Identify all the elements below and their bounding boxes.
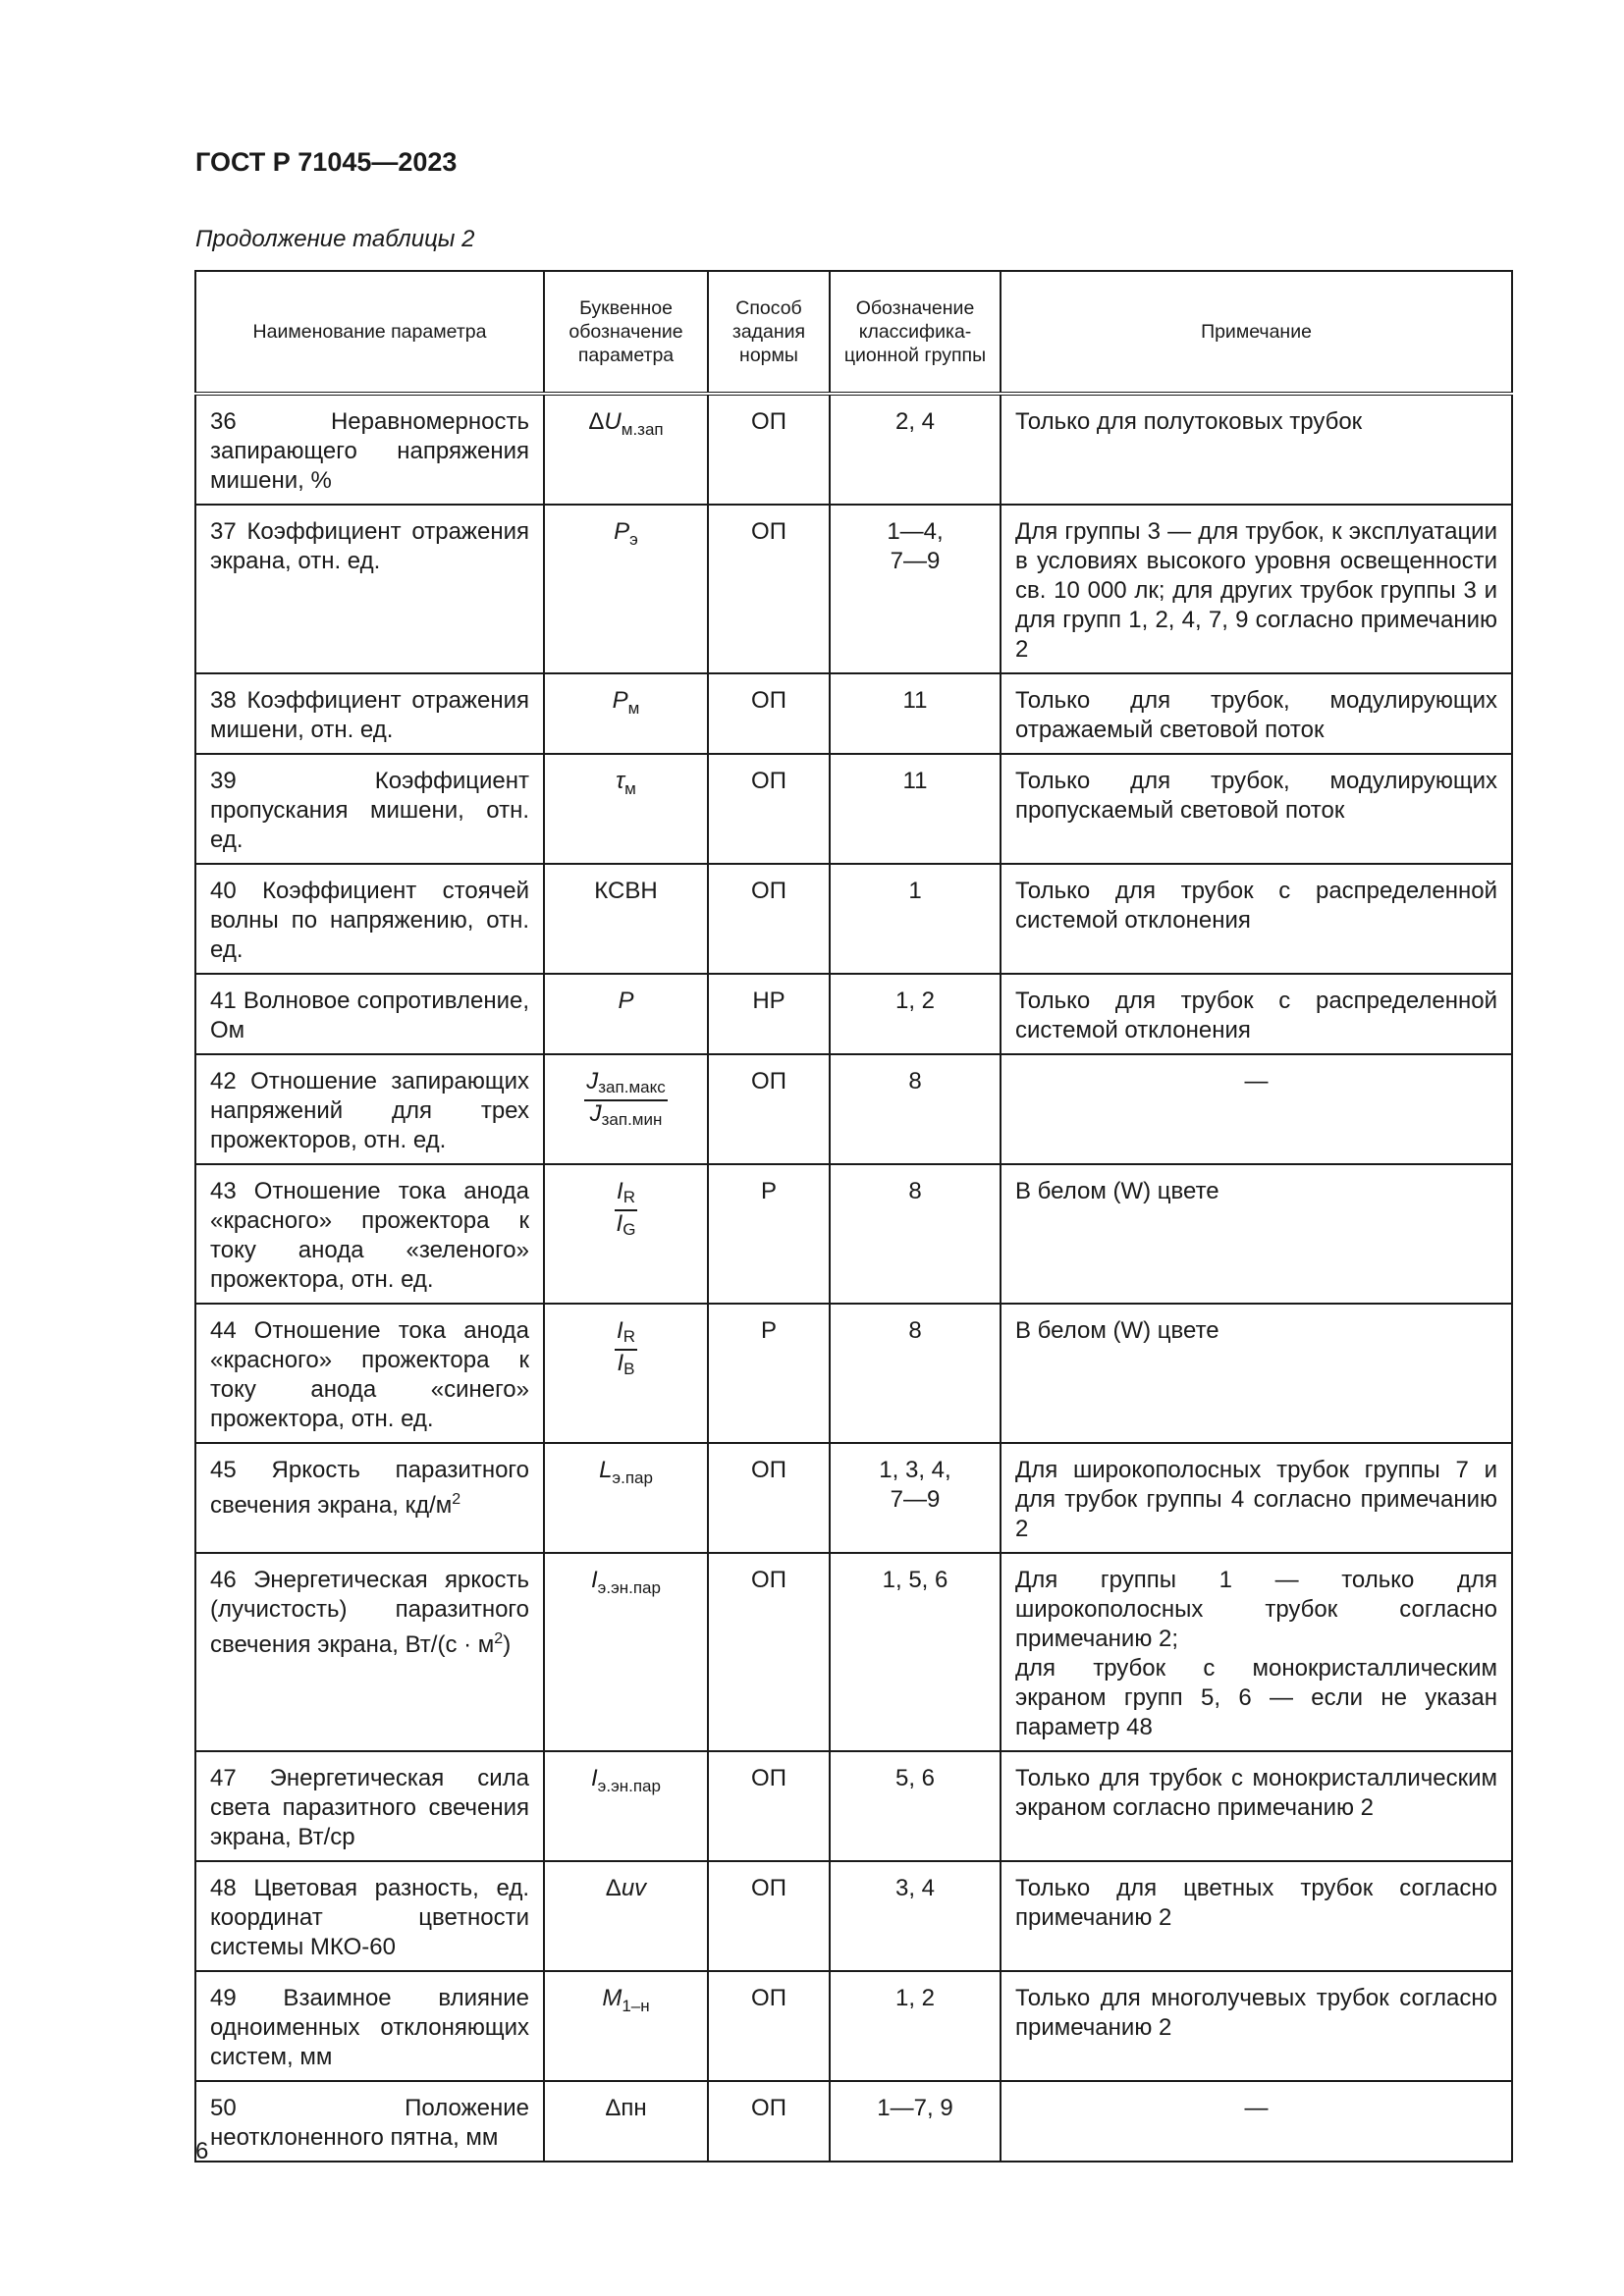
fraction-denominator bbox=[615, 1351, 636, 1381]
column-header-method: Способ задания нормы bbox=[708, 271, 830, 394]
group-line: 1, 3, 4, bbox=[879, 1457, 951, 1483]
column-header-name: Наименование параметра bbox=[195, 271, 544, 394]
class-group: 8 bbox=[830, 1164, 1001, 1304]
param-symbol bbox=[544, 1443, 708, 1553]
param-note: В белом (W) цвете bbox=[1001, 1164, 1512, 1304]
param-name: 47 Энергетическая сила света паразитного свечения экрана, Вт/ср bbox=[195, 1751, 544, 1861]
table-caption: Продолжение таблицы 2 bbox=[195, 226, 475, 252]
header-row bbox=[195, 271, 1512, 394]
symbol-main: τ bbox=[616, 768, 625, 794]
param-symbol: Δпн bbox=[544, 2081, 708, 2162]
table-row bbox=[195, 2081, 1512, 2162]
table-row bbox=[195, 864, 1512, 974]
symbol-main: J bbox=[589, 1100, 602, 1127]
unit-superscript: 2 bbox=[452, 1491, 461, 1508]
symbol-subscript: э.эн.пар bbox=[597, 1777, 661, 1795]
table-row bbox=[195, 754, 1512, 864]
symbol-subscript: R bbox=[623, 1188, 635, 1206]
group-line: 7—9 bbox=[890, 1486, 941, 1513]
table-row bbox=[195, 1553, 1512, 1751]
column-header-group: Обозначение классифика-ционной группы bbox=[830, 271, 1001, 394]
symbol-subscript: 1–н bbox=[622, 1997, 650, 2015]
param-note: Только для полутоковых трубок bbox=[1001, 394, 1512, 505]
param-symbol bbox=[544, 1164, 708, 1304]
param-name bbox=[195, 1553, 544, 1751]
table-row bbox=[195, 1861, 1512, 1971]
param-name: 38 Коэффициент отражения мишени, отн. ед. bbox=[195, 673, 544, 754]
norm-method: ОП bbox=[708, 1751, 830, 1861]
fraction-numerator bbox=[615, 1179, 637, 1211]
table-row bbox=[195, 394, 1512, 505]
symbol-main: I bbox=[617, 1178, 623, 1204]
param-name: 49 Взаимное влияние одноименных отклоняющих систем, мм bbox=[195, 1971, 544, 2081]
document-code: ГОСТ Р 71045—2023 bbox=[195, 147, 458, 177]
param-note: Только для цветных трубок согласно примечанию 2 bbox=[1001, 1861, 1512, 1971]
symbol-fraction bbox=[584, 1069, 667, 1132]
note-paragraph: для трубок с монокристаллическим экраном групп 5, 6 — если не указан параметр 48 bbox=[1015, 1655, 1497, 1740]
class-group: 8 bbox=[830, 1054, 1001, 1164]
class-group bbox=[830, 1443, 1001, 1553]
symbol-main: P bbox=[618, 988, 634, 1014]
norm-method: ОП bbox=[708, 394, 830, 505]
class-group: 11 bbox=[830, 673, 1001, 754]
symbol-fraction bbox=[615, 1179, 638, 1242]
class-group: 5, 6 bbox=[830, 1751, 1001, 1861]
symbol-prefix: Δ bbox=[588, 408, 605, 435]
norm-method: ОП bbox=[708, 673, 830, 754]
norm-method: ОП bbox=[708, 1443, 830, 1553]
symbol-main: P bbox=[612, 687, 628, 714]
note-paragraph: Для группы 1 — только для широкополосных трубок согласно примечанию 2; bbox=[1015, 1567, 1497, 1652]
symbol-main: U bbox=[604, 408, 622, 435]
fraction-numerator bbox=[615, 1318, 637, 1351]
table-row bbox=[195, 505, 1512, 673]
param-symbol bbox=[544, 394, 708, 505]
param-name: 40 Коэффициент стоячей волны по напряжению, отн. ед. bbox=[195, 864, 544, 974]
param-note: Только для трубок с распределенной системой отклонения bbox=[1001, 974, 1512, 1054]
param-name-text: 46 Энергетическая яркость (лучистость) паразитного свечения экрана, Вт/(с · м bbox=[210, 1567, 529, 1658]
symbol-main: I bbox=[591, 1765, 598, 1791]
table-row bbox=[195, 974, 1512, 1054]
param-symbol bbox=[544, 1553, 708, 1751]
param-symbol bbox=[544, 1861, 708, 1971]
norm-method: ОП bbox=[708, 1054, 830, 1164]
param-symbol bbox=[544, 1054, 708, 1164]
class-group: 1, 2 bbox=[830, 1971, 1001, 2081]
symbol-subscript: м.зап bbox=[621, 420, 664, 439]
fraction-denominator bbox=[615, 1211, 638, 1242]
table-body bbox=[195, 394, 1512, 2162]
class-group: 1 bbox=[830, 864, 1001, 974]
param-symbol bbox=[544, 1751, 708, 1861]
param-note: Только для многолучевых трубок согласно примечанию 2 bbox=[1001, 1971, 1512, 2081]
symbol-subscript: G bbox=[623, 1220, 636, 1239]
table-row bbox=[195, 1054, 1512, 1164]
group-line: 1—4, bbox=[887, 518, 944, 545]
column-header-symbol: Буквенное обозначение параметра bbox=[544, 271, 708, 394]
table-header bbox=[195, 271, 1512, 394]
param-note: Для группы 3 — для трубок, к эксплуатации в условиях высокого уровня освещенности св. 10 000 лк; для других трубок группы 3 и для групп 1, 2, 4, 7, 9 согласно примечанию 2 bbox=[1001, 505, 1512, 673]
parameters-table bbox=[194, 270, 1513, 2163]
symbol-main: I bbox=[617, 1317, 623, 1344]
table-row bbox=[195, 1751, 1512, 1861]
class-group bbox=[830, 505, 1001, 673]
param-note: Только для трубок с распределенной системой отклонения bbox=[1001, 864, 1512, 974]
symbol-subscript: зап.мин bbox=[601, 1110, 663, 1129]
norm-method: НР bbox=[708, 974, 830, 1054]
param-name: 36 Неравномерность запирающего напряжения мишени, % bbox=[195, 394, 544, 505]
param-symbol: КСВН bbox=[544, 864, 708, 974]
param-symbol bbox=[544, 974, 708, 1054]
param-note: Только для трубок, модулирующих отражаемый световой поток bbox=[1001, 673, 1512, 754]
unit-superscript: 2 bbox=[494, 1630, 504, 1647]
param-note bbox=[1001, 1553, 1512, 1751]
norm-method: ОП bbox=[708, 1971, 830, 2081]
symbol-main: I bbox=[591, 1567, 598, 1593]
class-group: 1—7, 9 bbox=[830, 2081, 1001, 2162]
symbol-main: I bbox=[617, 1350, 624, 1376]
norm-method: ОП bbox=[708, 864, 830, 974]
symbol-subscript: э.эн.пар bbox=[597, 1578, 661, 1597]
param-symbol bbox=[544, 754, 708, 864]
symbol-main: M bbox=[602, 1985, 623, 2011]
symbol-subscript: зап.макс bbox=[598, 1078, 666, 1096]
norm-method: ОП bbox=[708, 1553, 830, 1751]
param-name: 44 Отношение тока анода «красного» прожектора к току анода «синего» прожектора, отн. ед. bbox=[195, 1304, 544, 1443]
param-note: Только для трубок, модулирующих пропускаемый световой поток bbox=[1001, 754, 1512, 864]
norm-method: ОП bbox=[708, 754, 830, 864]
table-row bbox=[195, 1164, 1512, 1304]
symbol-main: J bbox=[586, 1068, 599, 1095]
param-symbol bbox=[544, 1971, 708, 2081]
symbol-subscript: B bbox=[623, 1360, 635, 1378]
symbol-subscript: э bbox=[629, 530, 638, 549]
fraction-numerator bbox=[584, 1069, 667, 1101]
param-symbol bbox=[544, 1304, 708, 1443]
param-name: 39 Коэффициент пропускания мишени, отн. ед. bbox=[195, 754, 544, 864]
table-row bbox=[195, 673, 1512, 754]
param-note: — bbox=[1001, 2081, 1512, 2162]
param-name: 37 Коэффициент отражения экрана, отн. ед. bbox=[195, 505, 544, 673]
table-row bbox=[195, 1443, 1512, 1553]
class-group: 1, 5, 6 bbox=[830, 1553, 1001, 1751]
param-note: В белом (W) цвете bbox=[1001, 1304, 1512, 1443]
table-row bbox=[195, 1971, 1512, 2081]
class-group: 8 bbox=[830, 1304, 1001, 1443]
table-row bbox=[195, 1304, 1512, 1443]
page-number: 6 bbox=[195, 2138, 209, 2164]
param-note: — bbox=[1001, 1054, 1512, 1164]
group-line: 7—9 bbox=[890, 548, 941, 574]
param-symbol bbox=[544, 673, 708, 754]
param-name: 50 Положение неотклоненного пятна, мм bbox=[195, 2081, 544, 2162]
norm-method: Р bbox=[708, 1304, 830, 1443]
class-group: 2, 4 bbox=[830, 394, 1001, 505]
param-note: Для широкополосных трубок группы 7 и для трубок группы 4 согласно примечанию 2 bbox=[1001, 1443, 1512, 1553]
norm-method: ОП bbox=[708, 2081, 830, 2162]
symbol-prefix: Δ bbox=[605, 1875, 622, 1901]
symbol-main: uv bbox=[621, 1875, 647, 1901]
norm-method: ОП bbox=[708, 1861, 830, 1971]
class-group: 3, 4 bbox=[830, 1861, 1001, 1971]
param-name-tail: ) bbox=[503, 1631, 512, 1658]
symbol-subscript: R bbox=[623, 1327, 635, 1346]
norm-method: Р bbox=[708, 1164, 830, 1304]
class-group: 1, 2 bbox=[830, 974, 1001, 1054]
symbol-subscript: м bbox=[624, 779, 636, 798]
column-header-note: Примечание bbox=[1001, 271, 1512, 394]
norm-method: ОП bbox=[708, 505, 830, 673]
class-group: 11 bbox=[830, 754, 1001, 864]
symbol-main: I bbox=[616, 1210, 623, 1237]
param-name: 48 Цветовая разность, ед. координат цветности системы МКО-60 bbox=[195, 1861, 544, 1971]
param-name bbox=[195, 1443, 544, 1553]
symbol-main: L bbox=[599, 1457, 613, 1483]
param-note: Только для трубок с монокристаллическим экраном согласно примечанию 2 bbox=[1001, 1751, 1512, 1861]
fraction-denominator bbox=[588, 1101, 665, 1132]
symbol-fraction bbox=[615, 1318, 637, 1381]
param-name-text: 45 Яркость паразитного свечения экрана, кд/м bbox=[210, 1457, 529, 1519]
param-symbol bbox=[544, 505, 708, 673]
symbol-subscript: м bbox=[627, 699, 640, 718]
symbol-subscript: э.пар bbox=[612, 1468, 653, 1487]
param-name: 41 Волновое сопротивление, Ом bbox=[195, 974, 544, 1054]
symbol-main: P bbox=[614, 518, 630, 545]
param-name: 43 Отношение тока анода «красного» прожектора к току анода «зеленого» прожектора, отн. ед. bbox=[195, 1164, 544, 1304]
param-name: 42 Отношение запирающих напряжений для трех прожекторов, отн. ед. bbox=[195, 1054, 544, 1164]
